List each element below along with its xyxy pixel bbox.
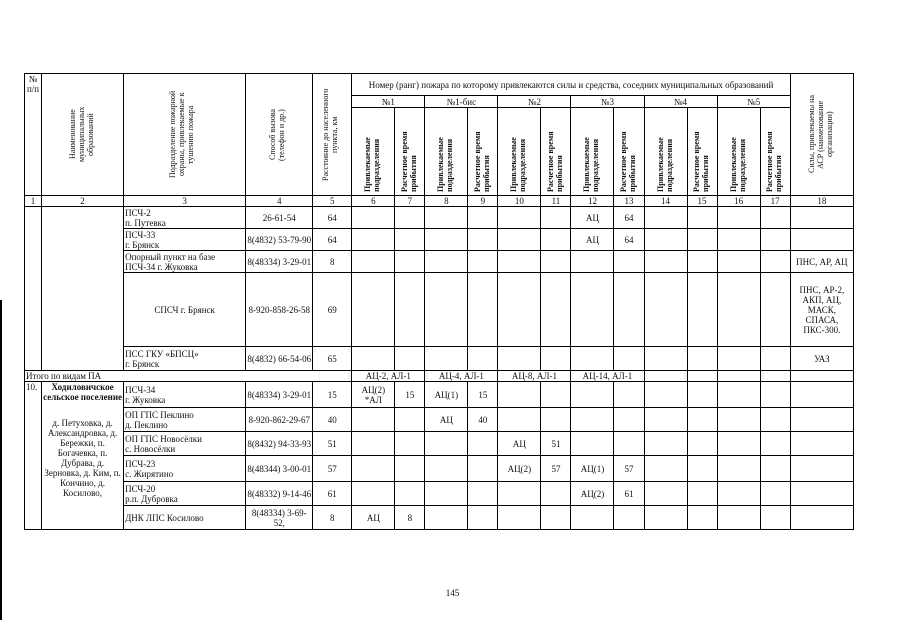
table-row — [25, 273, 854, 347]
sub-unit-5: Привлекаемые подразделения — [717, 108, 760, 196]
call-cell: 8(4832) 66-54-06 — [246, 347, 313, 371]
table-row: ОП ГПС Пеклино д. Пеклино 8-920-862-29-67 40 АЦ 40 — [25, 408, 854, 432]
rank-5: №5 — [717, 96, 790, 108]
distance-cell: 69 — [313, 273, 352, 347]
fire-forces-table — [24, 73, 854, 530]
sub-unit-3: Привлекаемые подразделения — [571, 108, 614, 196]
header-no: № п/п — [25, 74, 42, 196]
call-cell: 8-920-862-29-67 — [246, 408, 313, 432]
section-villages: д. Петуховка, д. Александровка, д. Бережки, п. Богачевка, п. Дубрава, д. Зерновка, д. Ким, п. Кончино, д. Косилово, — [44, 418, 121, 498]
distance-cell: 8 — [313, 251, 352, 273]
table-row: 10. Ходиловичское сельское поселение д. Петуховка, д. Александровка, д. Бережки, п. Богачевка, п. Дубрава, д. Зерновка, д. Ким, п. Кончино, д. Косилово, ПСЧ-34 г. Жуковка 8(48334) 3-29-01 15 АЦ(2) *АЛ 15 АЦ(1) 15 — [25, 382, 854, 408]
rank-4: №4 — [644, 96, 717, 108]
header-rank: Номер (ранг) пожара по которому привлекаются силы и средства, соседних муниципальных образований — [352, 74, 790, 96]
distance-cell: 64 — [313, 207, 352, 229]
sub-unit-1: Привлекаемые подразделения — [352, 108, 395, 196]
unit-cell: ПСЧ-2 п. Путевка — [124, 207, 246, 229]
distance-cell: 51 — [313, 432, 352, 456]
sub-time-1bis: Расчетное время прибытия — [468, 108, 498, 196]
rank-3: №3 — [571, 96, 644, 108]
distance-cell: 57 — [313, 456, 352, 482]
rank-1bis: №1-бис — [425, 96, 498, 108]
header-call: Способ вызова (телефон и др.) — [246, 74, 313, 196]
unit-cell: ПСЧ-34 г. Жуковка — [124, 382, 246, 408]
asr-cell: ПНС, АР-2, АКП, АЦ, МАСК, СПАСА, ПКС-300. — [790, 273, 853, 347]
distance-cell: 64 — [313, 229, 352, 251]
unit-cell: ПСЧ-20 р.п. Дубровка — [124, 482, 246, 506]
unit-cell: ПСС ГКУ «БПСЦ» г. Брянск — [124, 347, 246, 371]
unit-cell: ПСЧ-33 г. Брянск — [124, 229, 246, 251]
unit-cell: СПСЧ г. Брянск — [124, 273, 246, 347]
table-row: ПСЧ-23 с. Жирятино 8(48344) 3-00-01 57 АЦ(2) 57 АЦ(1) 57 — [25, 456, 854, 482]
rank-1: №1 — [352, 96, 425, 108]
sub-time-5: Расчетное время прибытия — [760, 108, 790, 196]
section-name-cell — [42, 382, 124, 530]
asr-cell: ПНС, АР, АЦ — [790, 251, 853, 273]
distance-cell: 8 — [313, 506, 352, 530]
call-cell: 26-61-54 — [246, 207, 313, 229]
sub-time-4: Расчетное время прибытия — [687, 108, 717, 196]
asr-cell: УАЗ — [790, 347, 853, 371]
page-number: 145 — [445, 588, 460, 598]
call-cell: 8(4832) 53-79-90 — [246, 229, 313, 251]
table-row: ПСЧ-33 г. Брянск 8(4832) 53-79-90 64 АЦ 64 — [25, 229, 854, 251]
empty-name — [42, 207, 124, 371]
header-name: Наименование муниципальных образований — [42, 74, 124, 196]
sub-time-3: Расчетное время прибытия — [614, 108, 644, 196]
table-row: ОП ГПС Новосёлки с. Новосёлки 8(8432) 94-33-93 51 АЦ 51 — [25, 432, 854, 456]
table-row — [25, 251, 854, 273]
totals-row: Итого по видам ПА АЦ-2, АЛ-1 АЦ-4, АЛ-1 АЦ-8, АЛ-1 АЦ-14, АЛ-1 — [25, 371, 854, 382]
sub-time-2: Расчетное время прибытия — [541, 108, 571, 196]
header-unit: Подразделение пожарной охраны, привлекаемые к тушению пожара — [124, 74, 246, 196]
sub-unit-1bis: Привлекаемые подразделения — [425, 108, 468, 196]
totals-label: Итого по видам ПА — [25, 371, 352, 382]
call-cell: 8(48334) 3-69-52, — [246, 506, 313, 530]
rank-2: №2 — [498, 96, 571, 108]
scan-edge-line — [0, 300, 2, 620]
unit-cell: ПСЧ-23 с. Жирятино — [124, 456, 246, 482]
call-cell: 8(48334) 3-29-01 — [246, 251, 313, 273]
header-distance: Расстояние до населенного пункта, км — [313, 74, 352, 196]
sub-time-1: Расчетное время прибытия — [395, 108, 425, 196]
distance-cell: 65 — [313, 347, 352, 371]
column-numbers-row: 1 2 3 4 5 6 7 8 9 10 11 12 13 14 15 16 17 18 — [25, 196, 854, 207]
call-cell: 8-920-858-26-58 — [246, 273, 313, 347]
unit-cell: ДНК ЛПС Косилово — [124, 506, 246, 530]
header-asr: Силы, привлекаемы на АСР (наименование организации) — [790, 74, 853, 196]
table-row — [25, 347, 854, 371]
table-row: ДНК ЛПС Косилово 8(48334) 3-69-52, 8 АЦ 8 — [25, 506, 854, 530]
sub-unit-4: Привлекаемые подразделения — [644, 108, 687, 196]
section-name: Ходиловичское сельское поселение — [43, 382, 123, 402]
distance-cell: 15 — [313, 382, 352, 408]
call-cell: 8(48344) 3-00-01 — [246, 456, 313, 482]
distance-cell: 61 — [313, 482, 352, 506]
table-row: ПСЧ-2 п. Путевка 26-61-54 64 АЦ 64 — [25, 207, 854, 229]
call-cell: 8(48332) 9-14-46 — [246, 482, 313, 506]
unit-cell: Опорный пункт на базе ПСЧ-34 г. Жуковка — [124, 251, 246, 273]
unit-cell: ОП ГПС Новосёлки с. Новосёлки — [124, 432, 246, 456]
distance-cell: 40 — [313, 408, 352, 432]
call-cell: 8(8432) 94-33-93 — [246, 432, 313, 456]
section-number: 10. — [25, 382, 42, 530]
call-cell: 8(48334) 3-29-01 — [246, 382, 313, 408]
table-row: ПСЧ-20 р.п. Дубровка 8(48332) 9-14-46 61 АЦ(2) 61 — [25, 482, 854, 506]
unit-cell: ОП ГПС Пеклино д. Пеклино — [124, 408, 246, 432]
empty-no — [25, 207, 42, 371]
sub-unit-2: Привлекаемые подразделения — [498, 108, 541, 196]
